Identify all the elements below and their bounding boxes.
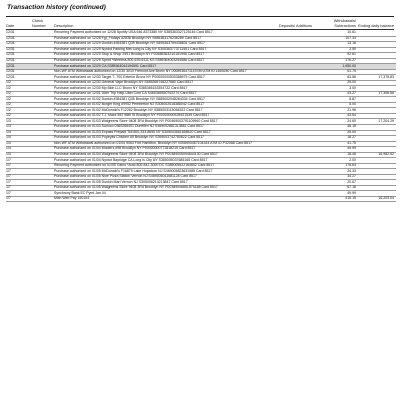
row-description: Non-WF ATM Withdrawal authorized on 01/04 9063 Fort Hamilton, Brooklyn NY 0008900467104344 ATM ID P32088 Card 8517 (54, 141, 274, 147)
row-check-number (32, 196, 54, 202)
row-date: 1/2 (6, 97, 32, 103)
page-title: Transaction history (continued) (7, 4, 106, 11)
row-date: 1/4 (6, 136, 32, 142)
title-rule (6, 16, 394, 17)
header-check-number: Check Number (32, 18, 46, 28)
row-date: 1/7 (6, 191, 32, 197)
row-withdrawal: 49.99 (314, 147, 358, 153)
row-description: Recurring Payment authorized on 12/28 Spotify USA 646-8373380 NY S385363327125146 Card 8517 (54, 31, 274, 36)
row-description: Purchase authorized on 01/02 McDonald's F12262 Brooklyn NY S585003115054522 Card 8517 (54, 108, 274, 114)
row-withdrawal: 10.61 (314, 31, 358, 36)
row-date: 1/7 (6, 174, 32, 180)
row-date: 12/31 (6, 69, 32, 75)
row-withdrawal: 20.67 (314, 180, 358, 186)
row-description: Purchase authorized on 12/29 Nyrdot Parking Met Long Is City NY S305363773711551 Card 8517 (54, 47, 274, 53)
row-description: Purchase authorized on 12/30 Mp Bkln LLC Bronx NY S385365153354722 Card 8517 (54, 86, 274, 92)
row-withdrawal: 67.18 (314, 185, 358, 191)
row-date: 1/4 (6, 147, 32, 153)
row-description: Non-WF ATM Withdrawal authorized on 12/30 3010 Fremont Ave Bronx NY 0008936471143789 ATM ID L669250 Card 8517 (54, 69, 274, 75)
row-date: 12/31 (6, 53, 32, 59)
row-description: Purchase authorized on 12/29 Sprint *Wireless 800-639-6111 KS S585364003254586 Card 8517 (54, 58, 274, 64)
row-withdrawal: 34.27 (314, 174, 358, 180)
row-description: Purchase authorized on 01/03 Sunoco 0369266401 Dunellen NJ S469002881313881 Card 8517 (54, 125, 274, 131)
row-description: Purchase authorized on 01/05 Walgreens Store 9408 3Rd Brooklyn NY P00389006851575188 Card 8517 (54, 185, 274, 191)
row-description: Purchase authorized on 12/30 General Vape Brooklyn NY S585365748227880 Card 8517 (54, 80, 274, 86)
row-withdrawal: 175.63 (314, 163, 358, 169)
row-withdrawal: 61.75 (314, 69, 358, 75)
row-date: 1/7 (6, 180, 32, 186)
row-date: 1/2 (6, 113, 32, 119)
row-date: 1/2 (6, 80, 32, 86)
row-description: Purchase authorized on 01/05 Nine Pizza Station Vernon NJ S469006011581128 Card 8517 (54, 174, 274, 180)
row-description: Purchase authorized on 01/02 Burger King #9952 Pemberton NJ S305002618388042 Card 8517 (54, 102, 274, 108)
row-date: 12/31 (6, 64, 32, 70)
row-balance: 16,982.62 (358, 152, 396, 158)
row-withdrawal: 415.15 (314, 196, 358, 202)
table-header (6, 19, 396, 29)
row-description: Purchase authorized on 12/30 Target T- 700 Exterior Bronx NY P00000000530388975 Card 8517 (54, 75, 274, 81)
header-balance: Ending daily balance (358, 22, 394, 28)
row-withdrawal: 25.00 (314, 130, 358, 136)
row-withdrawal: 46.18 (314, 125, 358, 131)
row-date: 1/4 (6, 152, 32, 158)
row-description: Purchase authorized on 01/04 Walgreens Store 9408 3Rd Brooklyn NY P00389005094644130 Card 8517 (54, 152, 274, 158)
row-balance: 17,204.29 (358, 119, 396, 125)
row-description: Purchase authorized on 12/31 Uber Trip Help.Uber.Com CA S465365530762274 Card 8517 (54, 91, 274, 97)
row-withdrawal: 107.33 (314, 36, 358, 42)
row-withdrawal: 3.00 (314, 86, 358, 92)
row-date: 1/4 (6, 141, 32, 147)
row-date: 12/31 (6, 75, 32, 81)
row-date: 12/31 (6, 36, 32, 42)
row-date: 1/2 (6, 108, 32, 114)
row-date: 1/7 (6, 169, 32, 175)
row-withdrawal: 5.00 (314, 102, 358, 108)
row-description: Purchase authorized on 01/05 McDonald's F16879 Lake Hopatcon NJ S469005823631985 Card 8517 (54, 169, 274, 175)
row-description: Purchase authorized on 01/03 Expass Prepaid Toll 800-333-8655 NY S305003661658520 Card 8517 (54, 130, 274, 136)
row-withdrawal: 43.54 (314, 113, 358, 119)
row-description: Mish Web Pay 190104 (54, 196, 274, 202)
header-description: Description (54, 22, 74, 28)
row-description: Purchase authorized on 01/02 T.J. Maxx 592 98th St Brooklyn NY P00000000528921539 Card 8517 (54, 113, 274, 119)
header-date: Date (6, 22, 15, 28)
row-description: Purchase authorized on 01/03 Popeyes Chicken #9 Brooklyn NY S395003742780822 Card 8517 (54, 136, 274, 142)
row-withdrawal: 49.99 (314, 191, 358, 197)
row-withdrawal: 43.27 (314, 91, 358, 97)
row-withdrawal: 13.16 (314, 42, 358, 48)
row-balance: 17,308.56 (358, 91, 396, 97)
row-date: 12/31 (6, 42, 32, 48)
table-row (6, 196, 396, 202)
row-description: Purchase authorized on 01/04 Modell's #98 Brooklyn NY P00000000771818215 Card 8517 (54, 147, 274, 153)
row-date: 1/2 (6, 102, 32, 108)
row-description: Purchase authorized on 12/28 Fgt_Fridays #2838 Brooklyn NY S585363176236289 Card 8517 (54, 36, 274, 42)
row-withdrawal: 25.00 (314, 80, 358, 86)
row-description: Purchase authorized on 12/29 Stop & Shop 2591 Brooklyn NY P00585363210151998 Card 8517 (54, 53, 274, 59)
row-withdrawal: 41.75 (314, 141, 358, 147)
row-date: 1/7 (6, 158, 32, 164)
row-withdrawal: 63.56 (314, 75, 358, 81)
row-balance: 17,375.83 (358, 75, 396, 81)
row-date: 1/7 (6, 185, 32, 191)
row-description: Purchase authorized on 12/29 CA S385364044194591 Card 8517 (54, 64, 274, 70)
row-withdrawal: 2.50 (314, 47, 358, 53)
row-withdrawal: 24.60 (314, 119, 358, 125)
transaction-rows (6, 31, 396, 202)
row-withdrawal: 24.33 (314, 169, 358, 175)
row-withdrawal: 18.46 (314, 152, 358, 158)
header-deposits: Deposits/ Additions (278, 22, 312, 28)
row-description: Synchrony Bank EC Pymt Jan 04 (54, 191, 274, 197)
row-date: 1/3 (6, 119, 32, 125)
row-description: Purchase authorized on 01/02 Dunkin #354381 Q35 Brooklyn NY S585002048284334 Card 8517 (54, 97, 274, 103)
row-date: 12/31 (6, 47, 32, 53)
row-withdrawal: 92.61 (314, 53, 358, 59)
row-date: 1/3 (6, 125, 32, 131)
row-date: 1/7 (6, 196, 32, 202)
row-description: Purchase authorized on 12/29 Dunkin #354381 Q35 Brooklyn NY S595363759438831 Card 8517 (54, 42, 274, 48)
row-withdrawal: 18.27 (314, 136, 358, 142)
row-date: 12/31 (6, 31, 32, 36)
row-description: Recurring Payment authorized on 01/05 Geico *Auto 800-841-3000 DC S385005522164652 Card 8517 (54, 163, 274, 169)
row-withdrawal: 8.87 (314, 97, 358, 103)
row-date: 1/2 (6, 86, 32, 92)
row-date: 12/31 (6, 58, 32, 64)
transaction-table (6, 31, 396, 202)
row-date: 1/2 (6, 91, 32, 97)
row-withdrawal: 21.96 (314, 108, 358, 114)
row-withdrawal: 176.27 (314, 58, 358, 64)
row-description: Purchase authorized on 01/05 Dunkin Mart Vernon NJ S305006214213847 Card 8517 (54, 180, 274, 186)
row-date: 1/4 (6, 130, 32, 136)
row-balance: 16,203.04 (358, 196, 396, 202)
row-description: Purchase authorized on 01/04 Nyrdot Bayridge CA Long Is City NY S385005037685165 Card 8517 (54, 158, 274, 164)
header-withdrawals: Withdrawals/ Subtractions (333, 18, 356, 28)
row-withdrawal: 2.00 (314, 158, 358, 164)
row-date: 1/7 (6, 163, 32, 169)
row-description: Purchase authorized on 01/03 Walgreens Store 9408 3Rd Brooklyn NY P00469003791109960 Card 8517 (54, 119, 274, 125)
row-withdrawal: 1,950.00 (314, 64, 358, 70)
row-deposit (274, 196, 314, 202)
